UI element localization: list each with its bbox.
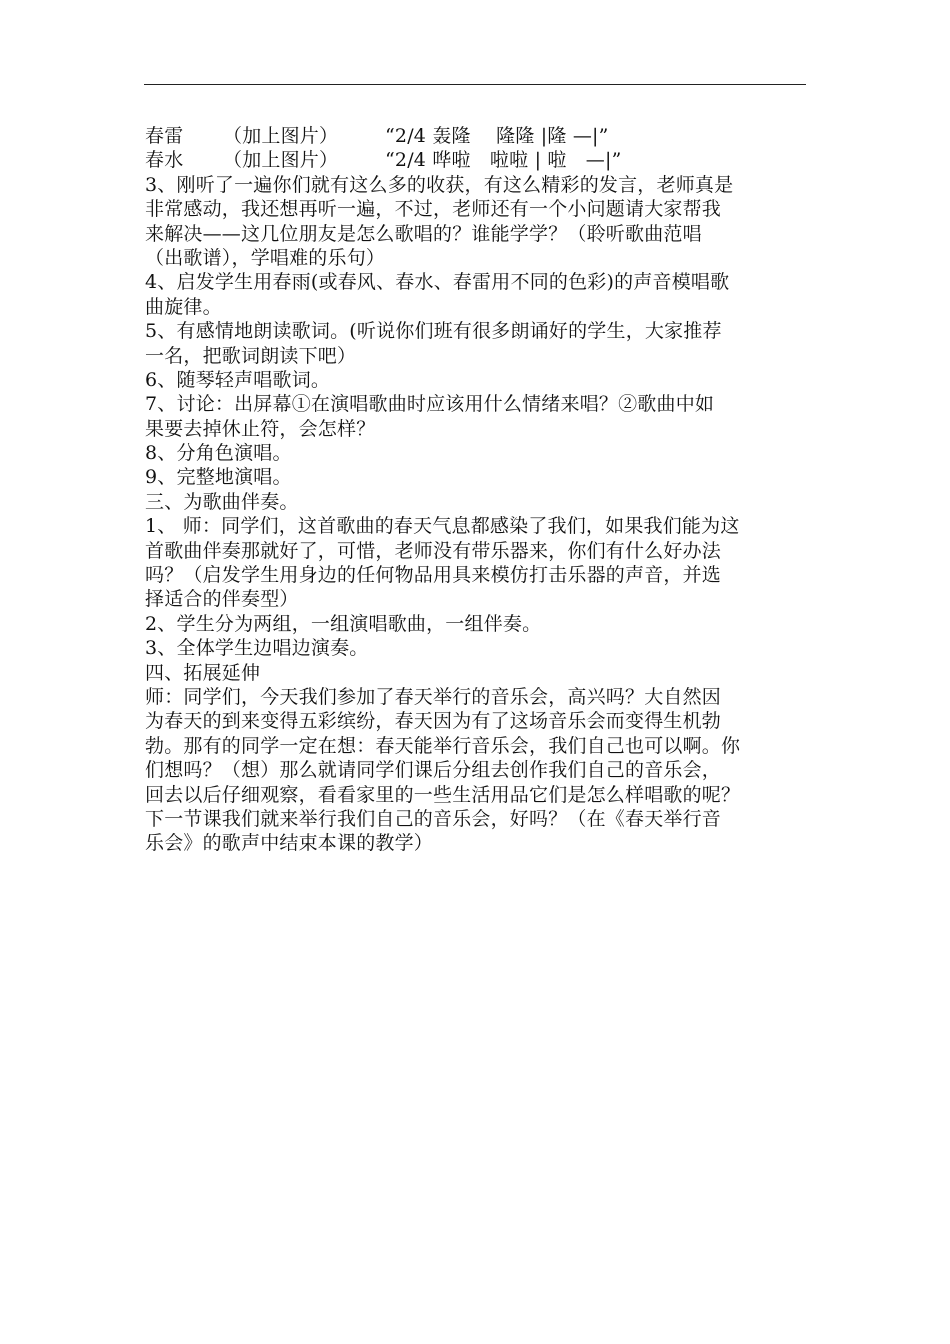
song-row-score: “2/4 哗啦 啦啦 | 啦 —|”: [385, 149, 622, 172]
text-line: 下一节课我们就来举行我们自己的音乐会，好吗？（在《春天举行音: [145, 807, 722, 830]
text-line: 非常感动，我还想再听一遍，不过，老师还有一个小问题请大家帮我: [145, 198, 722, 221]
section-heading: 三、为歌曲伴奏。: [145, 490, 299, 513]
text-line: （出歌谱），学唱难的乐句）: [145, 246, 386, 269]
text-line: 来解决——这几位朋友是怎么歌唱的？谁能学学？（聆听歌曲范唱: [145, 222, 702, 245]
text-line: 8、分角色演唱。: [145, 442, 292, 465]
text-line: 1、 师：同学们，这首歌曲的春天气息都感染了我们，如果我们能为这: [145, 515, 740, 538]
text-line: 吗？（启发学生用身边的任何物品用具来模仿打击乐器的声音，并选: [145, 564, 722, 587]
text-line: 7、讨论：出屏幕①在演唱歌曲时应该用什么情绪来唱？②歌曲中如: [145, 393, 715, 416]
text-line: 3、全体学生边唱边演奏。: [145, 637, 369, 660]
song-row-name: 春水: [145, 149, 184, 172]
text-line: 勃。那有的同学一定在想：春天能举行音乐会，我们自己也可以啊。你: [145, 734, 741, 757]
text-line: 为春天的到来变得五彩缤纷，春天因为有了这场音乐会而变得生机勃: [145, 710, 722, 733]
header-rule: [144, 84, 806, 85]
text-line: 择适合的伴奏型）: [145, 588, 299, 611]
song-row-note: （加上图片）: [223, 149, 339, 172]
text-line: 9、完整地演唱。: [145, 466, 292, 489]
text-line: 乐会》的歌声中结束本课的教学）: [145, 832, 434, 855]
document-body: [145, 124, 815, 856]
text-line: 3、刚听了一遍你们就有这么多的收获，有这么精彩的发言，老师真是: [145, 173, 734, 196]
text-line: 首歌曲伴奏那就好了，可惜，老师没有带乐器来，你们有什么好办法: [145, 539, 722, 562]
text-line: 2、学生分为两组，一组演唱歌曲，一组伴奏。: [145, 612, 542, 635]
text-line: 师：同学们，今天我们参加了春天举行的音乐会，高兴吗？大自然因: [145, 685, 722, 708]
text-line: 5、有感情地朗读歌词。(听说你们班有很多朗诵好的学生，大家推荐: [145, 320, 722, 343]
song-row-score: “2/4 轰隆 隆隆 |隆 —|”: [385, 125, 609, 147]
text-line: 回去以后仔细观察，看看家里的一些生活用品它们是怎么样唱歌的呢？: [145, 783, 741, 806]
text-line: 4、启发学生用春雨(或春风、春水、春雷用不同的色彩)的声音模唱歌: [145, 271, 730, 294]
text-line: 果要去掉休止符，会怎样？: [145, 417, 376, 440]
song-row-spring-thunder: [145, 124, 815, 148]
song-row-spring-water: [145, 148, 815, 172]
text-line: 6、随琴轻声唱歌词。: [145, 368, 331, 391]
section-heading: 四、拓展延伸: [145, 661, 261, 684]
song-row-note: （加上图片）: [223, 125, 339, 147]
text-line: 曲旋律。: [145, 295, 222, 318]
text-line: 一名，把歌词朗读下吧）: [145, 344, 357, 367]
text-line: 们想吗？（想）那么就请同学们课后分组去创作我们自己的音乐会，: [145, 759, 722, 782]
song-row-name: 春雷: [145, 125, 184, 147]
